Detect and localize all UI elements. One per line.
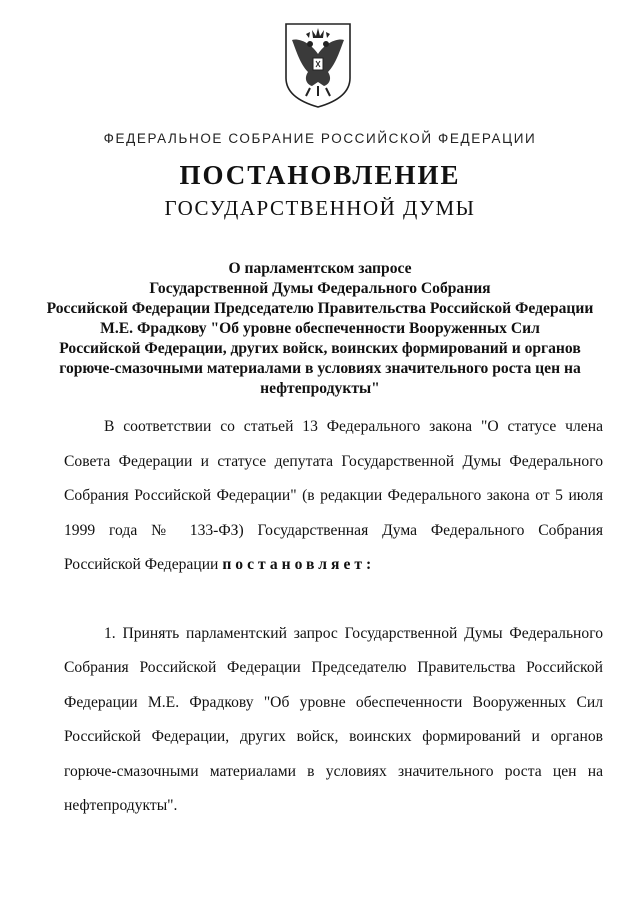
title-line: Российской Федерации Председателю Правительства Российской Федерации xyxy=(46,300,594,317)
item-text: 1. Принять парламентский запрос Государственной Думы Федерального Собрания Российской Федерации Председателю Правительства Российской Федерации М.Е. Фрадкову "Об уровне обеспеченности Вооруженных Сил Российской Федерации, других войск, воинских формирований и органов горюче-смазочными материалами в условиях значительного роста цен на нефтепродукты". xyxy=(64,624,603,814)
preamble-text: В соответствии со статьей 13 Федерального закона "О статусе члена Совета Федерации и статусе депутата Государственной Думы Федерального Собрания Российской Федерации" (в редакции Федерального закона от 5 июля 1999 года № 133-ФЗ) Государственная Дума Федерального Собрания Российской Федерации xyxy=(64,418,603,573)
document-title xyxy=(40,259,600,399)
document-type: ПОСТАНОВЛЕНИЕ xyxy=(179,160,461,190)
organization-name: ФЕДЕРАЛЬНОЕ СОБРАНИЕ РОССИЙСКОЙ ФЕДЕРАЦИИ xyxy=(103,131,537,146)
document-body xyxy=(64,410,603,824)
title-line: Российской Федерации, других войск, воинских формирований и органов xyxy=(59,340,581,357)
title-line: М.Е. Фрадкову "Об уровне обеспеченности Вооруженных Сил xyxy=(100,320,540,337)
title-line: О парламентском запросе xyxy=(228,260,412,277)
title-line: нефтепродукты" xyxy=(260,380,380,397)
issuer-name: ГОСУДАРСТВЕННОЙ ДУМЫ xyxy=(164,196,476,220)
decree-word: постановляет: xyxy=(222,556,376,573)
list-item xyxy=(64,617,603,824)
title-line: Государственной Думы Федерального Собрания xyxy=(149,280,491,297)
preamble-paragraph xyxy=(64,410,603,583)
russian-coat-of-arms-icon xyxy=(282,20,354,110)
title-line: горюче-смазочными материалами в условиях значительного роста цен на xyxy=(59,360,581,377)
